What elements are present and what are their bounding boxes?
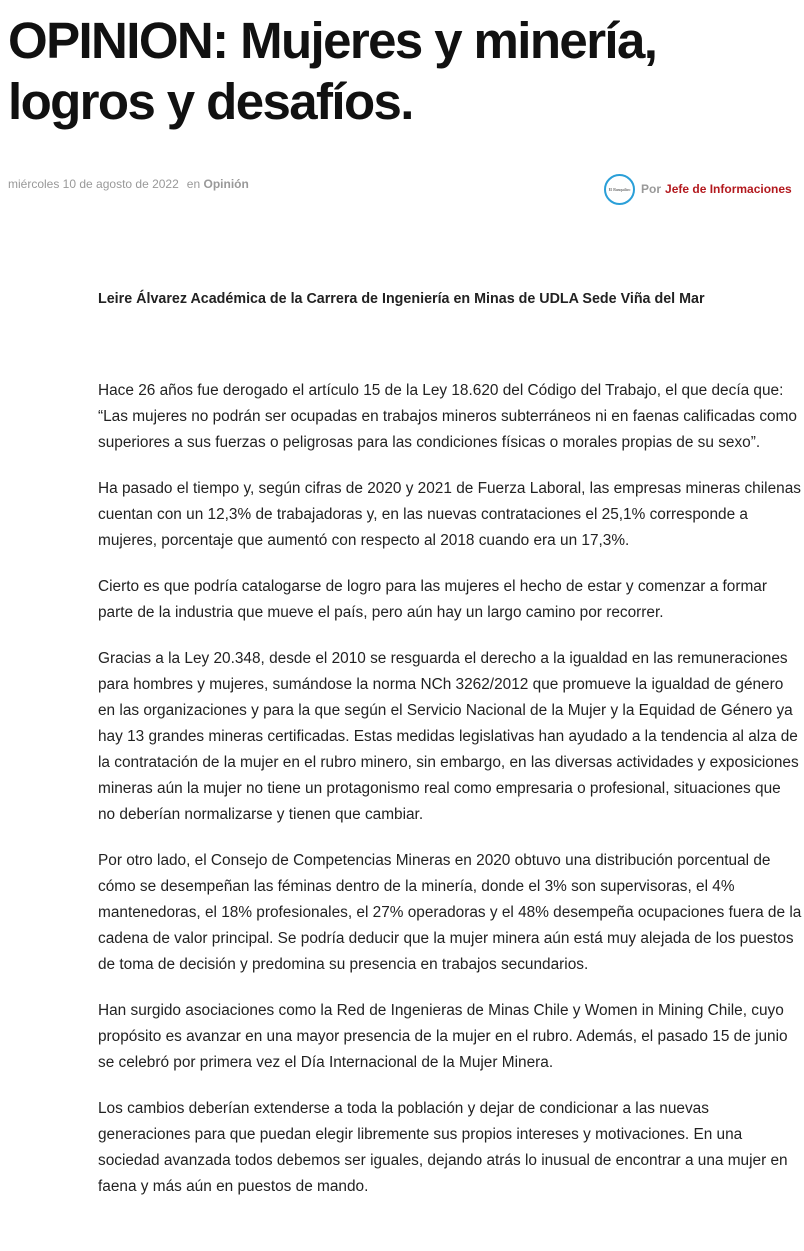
avatar-logo-text: El Ranquiltro: [608, 186, 631, 192]
author-box: [604, 171, 792, 207]
article-paragraph: Han surgido asociaciones como la Red de Ingenieras de Minas Chile y Women in Mining Chile, cuyo propósito es avanzar en una mayor presencia de la mujer en el rubro. Además, el pasado 15 de junio se celebró por primera vez el Día Internacional de la Mujer Minera.: [98, 1002, 788, 1071]
article-byline: Leire Álvarez Académica de la Carrera de Ingeniería en Minas de UDLA Sede Viña del Mar: [98, 291, 705, 307]
article-paragraph: Cierto es que podría catalogarse de logro para las mujeres el hecho de estar y comenzar a formar parte de la industria que mueve el país, pero aún hay un largo camino por recorrer.: [98, 578, 767, 621]
author-link[interactable]: Jefe de Informaciones: [665, 182, 792, 196]
article-body: [98, 286, 802, 1220]
article-paragraph: Gracias a la Ley 20.348, desde el 2010 se resguarda el derecho a la igualdad en las remuneraciones para hombres y mujeres, sumándose la norma NCh 3262/2012 que promueve la igualdad de género en las organizaciones y para la que según el Servicio Nacional de la Mujer y la Equidad de Género ya hay 13 grandes mineras certificadas. Estas medidas legislativas han ayudado a la tendencia al alza de la contratación de la mujer en el rubro minero, sin embargo, en las diversas actividades y exposiciones mineras aún la mujer no tiene un protagonismo real como empresaria o profesional, situaciones que no deberían normalizarse y tienen que cambiar.: [98, 650, 799, 823]
author-prefix: Por: [641, 182, 662, 196]
author-avatar[interactable]: [604, 174, 635, 205]
article-paragraph: Por otro lado, el Consejo de Competencias Mineras en 2020 obtuvo una distribución porcentual de cómo se desempeñan las féminas dentro de la minería, donde el 3% son supervisoras, el 4% mantenedoras, el 18% profesionales, el 27% operadoras y el 48% desempeña ocupaciones fuera de la cadena de valor principal. Se podría deducir que la mujer minera aún está muy alejada de los puestos de toma de decisión y predomina su presencia en trabajos secundarios.: [98, 852, 802, 973]
article-paragraph: Los cambios deberían extenderse a toda la población y dejar de condicionar a las nuevas generaciones para que puedan elegir libremente sus propios intereses y motivaciones. En una sociedad avanzada todos debemos ser iguales, dejando atrás lo inusual de encontrar a una mujer en faena y más aún en puestos de mando.: [98, 1100, 788, 1195]
post-date: miércoles 10 de agosto de 2022: [8, 177, 179, 191]
category-prefix: en: [186, 177, 201, 191]
article-title: OPINION: Mujeres y minería, logros y desafíos.: [8, 12, 657, 130]
article-paragraph: Ha pasado el tiempo y, según cifras de 2020 y 2021 de Fuerza Laboral, las empresas mineras chilenas cuentan con un 12,3% de trabajadoras y, en las nuevas contrataciones el 25,1% corresponde a mujeres, porcentaje que aumentó con respecto al 2018 cuando era un 17,3%.: [98, 480, 801, 549]
post-meta: [8, 177, 249, 191]
article-paragraph: Hace 26 años fue derogado el artículo 15 de la Ley 18.620 del Código del Trabajo, el que decía que: “Las mujeres no podrán ser ocupadas en trabajos mineros subterráneos ni en faenas calificadas como superiores a sus fuerzas o peligrosas para las condiciones físicas o morales propias de su sexo”.: [98, 382, 797, 451]
category-link[interactable]: Opinión: [203, 177, 249, 191]
